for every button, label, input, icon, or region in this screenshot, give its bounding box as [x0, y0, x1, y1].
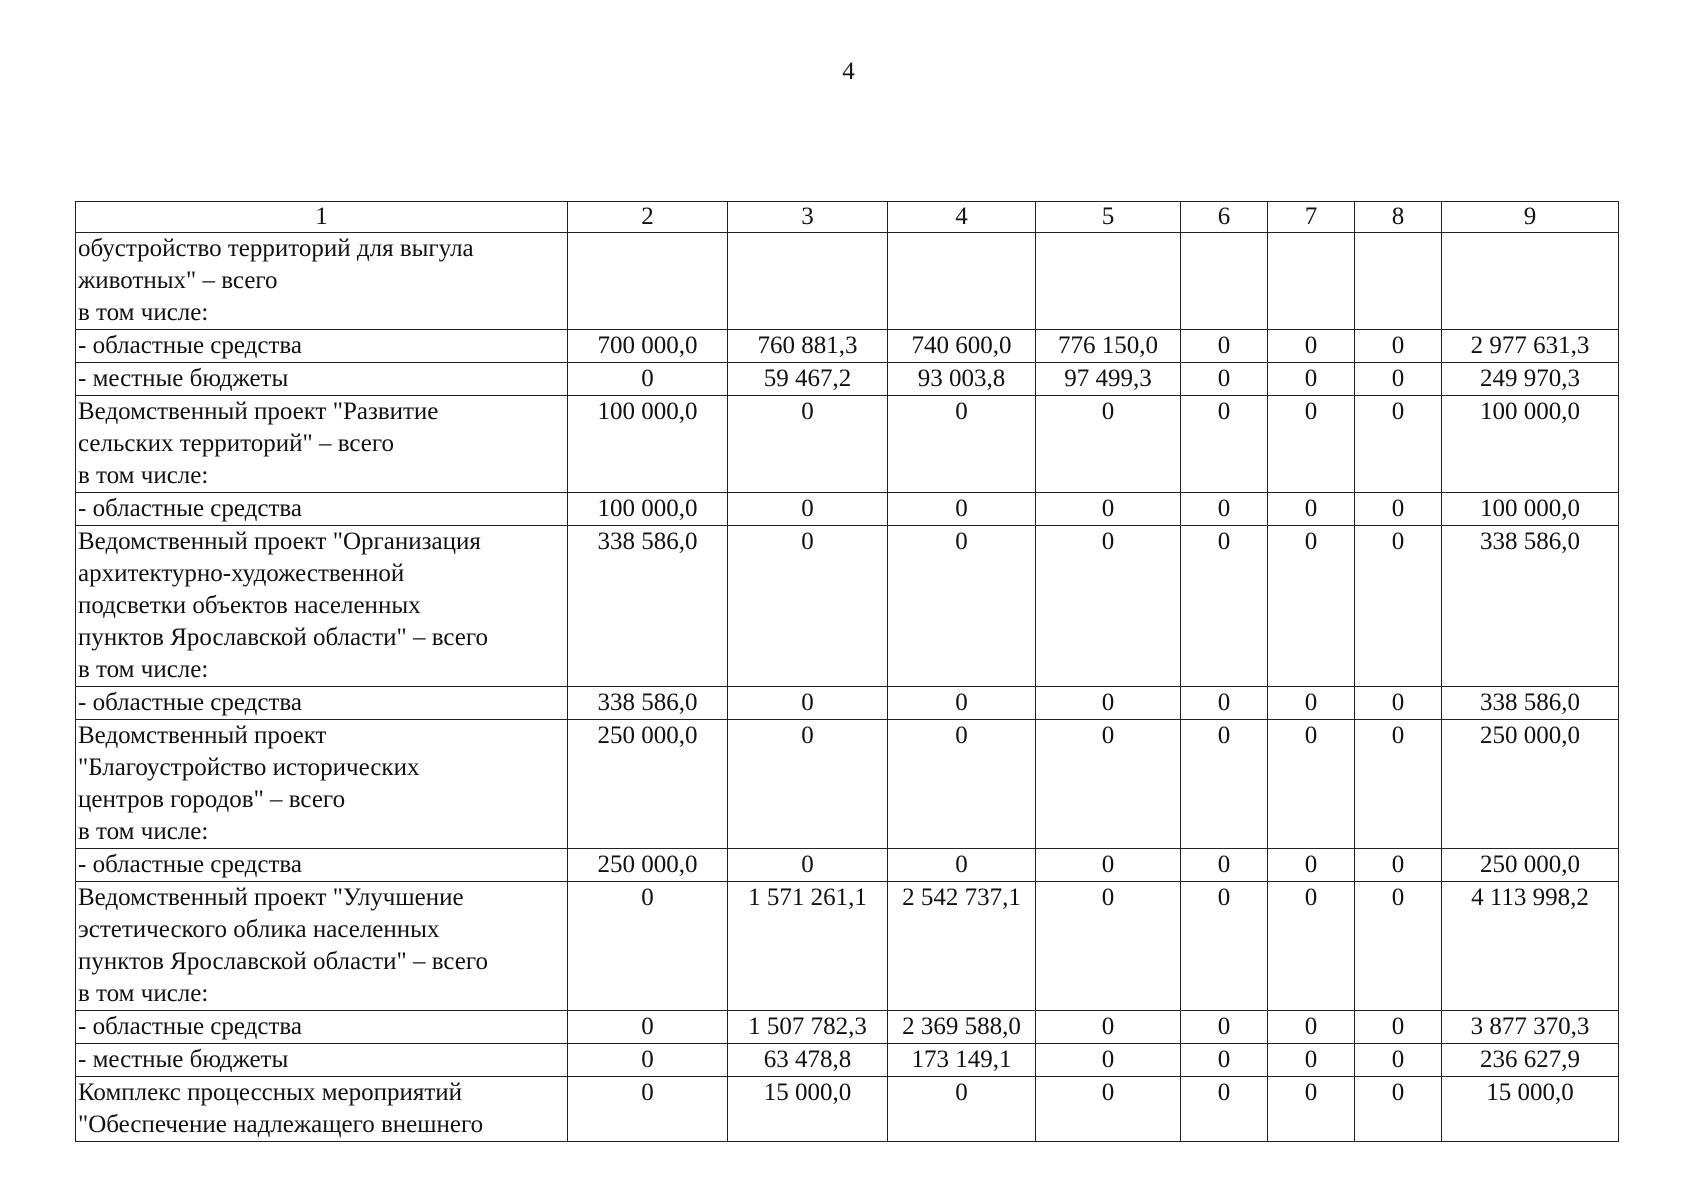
cell-col-2: 700 000,0 — [568, 330, 728, 363]
cell-col-5: 0 — [1036, 396, 1181, 493]
cell-col-6: 0 — [1181, 1011, 1268, 1044]
cell-col-2: 100 000,0 — [568, 493, 728, 526]
cell-col-2: 100 000,0 — [568, 396, 728, 493]
cell-col-6 — [1181, 233, 1268, 330]
cell-col-7: 0 — [1268, 330, 1355, 363]
cell-col-4: 173 149,1 — [888, 1044, 1036, 1077]
cell-col-4: 0 — [888, 720, 1036, 849]
cell-col-8: 0 — [1355, 1077, 1442, 1142]
cell-col-3: 59 467,2 — [728, 363, 888, 396]
cell-col-7: 0 — [1268, 396, 1355, 493]
table-row — [76, 396, 1619, 493]
cell-col-8: 0 — [1355, 363, 1442, 396]
cell-col-9: 236 627,9 — [1442, 1044, 1619, 1077]
cell-col-8: 0 — [1355, 882, 1442, 1011]
cell-col-3: 63 478,8 — [728, 1044, 888, 1077]
cell-col-4: 0 — [888, 526, 1036, 687]
row-label: Ведомственный проект "Улучшение эстетического облика населенных пунктов Ярославской области" – всего в том числе: — [76, 882, 568, 1011]
cell-col-7 — [1268, 233, 1355, 330]
cell-col-4: 93 003,8 — [888, 363, 1036, 396]
cell-col-5: 0 — [1036, 1011, 1181, 1044]
cell-col-9: 15 000,0 — [1442, 1077, 1619, 1142]
cell-col-4: 0 — [888, 849, 1036, 882]
row-label: - местные бюджеты — [76, 1044, 568, 1077]
cell-col-3: 0 — [728, 720, 888, 849]
row-label: Ведомственный проект "Организация архитектурно-художественной подсветки объектов населенных пунктов Ярославской области" – всего в том числе: — [76, 526, 568, 687]
cell-col-5: 0 — [1036, 720, 1181, 849]
cell-col-6: 0 — [1181, 882, 1268, 1011]
cell-col-6: 0 — [1181, 849, 1268, 882]
cell-col-4 — [888, 233, 1036, 330]
cell-col-6: 0 — [1181, 687, 1268, 720]
cell-col-6: 0 — [1181, 396, 1268, 493]
cell-col-5: 0 — [1036, 882, 1181, 1011]
cell-col-6: 0 — [1181, 363, 1268, 396]
table-body — [76, 233, 1619, 1142]
row-label: - областные средства — [76, 493, 568, 526]
cell-col-8: 0 — [1355, 1044, 1442, 1077]
cell-col-3: 760 881,3 — [728, 330, 888, 363]
row-label: - областные средства — [76, 330, 568, 363]
cell-col-3: 0 — [728, 849, 888, 882]
table-row — [76, 882, 1619, 1011]
cell-col-9: 249 970,3 — [1442, 363, 1619, 396]
cell-col-3: 1 571 261,1 — [728, 882, 888, 1011]
cell-col-8: 0 — [1355, 396, 1442, 493]
cell-col-4: 0 — [888, 687, 1036, 720]
col-header-2: 2 — [568, 202, 728, 233]
budget-table — [75, 201, 1619, 1142]
table-row — [76, 330, 1619, 363]
cell-col-9: 100 000,0 — [1442, 493, 1619, 526]
cell-col-3: 0 — [728, 396, 888, 493]
cell-col-4: 740 600,0 — [888, 330, 1036, 363]
table-row — [76, 363, 1619, 396]
col-header-3: 3 — [728, 202, 888, 233]
cell-col-7: 0 — [1268, 363, 1355, 396]
col-header-7: 7 — [1268, 202, 1355, 233]
cell-col-2 — [568, 233, 728, 330]
cell-col-8: 0 — [1355, 493, 1442, 526]
cell-col-8: 0 — [1355, 687, 1442, 720]
row-label: - областные средства — [76, 849, 568, 882]
cell-col-4: 2 369 588,0 — [888, 1011, 1036, 1044]
cell-col-7: 0 — [1268, 526, 1355, 687]
cell-col-9 — [1442, 233, 1619, 330]
cell-col-6: 0 — [1181, 493, 1268, 526]
cell-col-5: 0 — [1036, 493, 1181, 526]
table-row — [76, 1077, 1619, 1142]
cell-col-4: 0 — [888, 493, 1036, 526]
cell-col-5: 0 — [1036, 1077, 1181, 1142]
row-label: обустройство территорий для выгула животных" – всего в том числе: — [76, 233, 568, 330]
cell-col-6: 0 — [1181, 330, 1268, 363]
cell-col-3: 1 507 782,3 — [728, 1011, 888, 1044]
cell-col-7: 0 — [1268, 882, 1355, 1011]
cell-col-9: 3 877 370,3 — [1442, 1011, 1619, 1044]
table-row — [76, 526, 1619, 687]
cell-col-9: 100 000,0 — [1442, 396, 1619, 493]
row-label: - областные средства — [76, 1011, 568, 1044]
cell-col-7: 0 — [1268, 1011, 1355, 1044]
cell-col-4: 0 — [888, 396, 1036, 493]
row-label: - местные бюджеты — [76, 363, 568, 396]
cell-col-2: 250 000,0 — [568, 720, 728, 849]
cell-col-6: 0 — [1181, 1077, 1268, 1142]
cell-col-9: 4 113 998,2 — [1442, 882, 1619, 1011]
cell-col-2: 250 000,0 — [568, 849, 728, 882]
col-header-1: 1 — [76, 202, 568, 233]
cell-col-2: 0 — [568, 882, 728, 1011]
table-row — [76, 687, 1619, 720]
cell-col-4: 2 542 737,1 — [888, 882, 1036, 1011]
cell-col-7: 0 — [1268, 687, 1355, 720]
col-header-8: 8 — [1355, 202, 1442, 233]
cell-col-3: 0 — [728, 526, 888, 687]
cell-col-9: 338 586,0 — [1442, 687, 1619, 720]
cell-col-5: 0 — [1036, 849, 1181, 882]
row-label: Комплекс процессных мероприятий "Обеспечение надлежащего внешнего — [76, 1077, 568, 1142]
cell-col-8: 0 — [1355, 1011, 1442, 1044]
cell-col-5: 97 499,3 — [1036, 363, 1181, 396]
header-row — [76, 202, 1619, 233]
table-row — [76, 849, 1619, 882]
cell-col-5: 0 — [1036, 1044, 1181, 1077]
cell-col-3 — [728, 233, 888, 330]
cell-col-7: 0 — [1268, 1044, 1355, 1077]
cell-col-9: 2 977 631,3 — [1442, 330, 1619, 363]
cell-col-3: 15 000,0 — [728, 1077, 888, 1142]
table-row — [76, 493, 1619, 526]
table-row — [76, 1044, 1619, 1077]
cell-col-8 — [1355, 233, 1442, 330]
cell-col-8: 0 — [1355, 720, 1442, 849]
cell-col-3: 0 — [728, 687, 888, 720]
cell-col-9: 338 586,0 — [1442, 526, 1619, 687]
cell-col-2: 0 — [568, 363, 728, 396]
cell-col-6: 0 — [1181, 526, 1268, 687]
cell-col-6: 0 — [1181, 720, 1268, 849]
cell-col-2: 0 — [568, 1077, 728, 1142]
col-header-6: 6 — [1181, 202, 1268, 233]
col-header-9: 9 — [1442, 202, 1619, 233]
cell-col-4: 0 — [888, 1077, 1036, 1142]
cell-col-7: 0 — [1268, 720, 1355, 849]
cell-col-5: 776 150,0 — [1036, 330, 1181, 363]
cell-col-3: 0 — [728, 493, 888, 526]
cell-col-8: 0 — [1355, 330, 1442, 363]
row-label: - областные средства — [76, 687, 568, 720]
table-row — [76, 233, 1619, 330]
cell-col-8: 0 — [1355, 849, 1442, 882]
col-header-4: 4 — [888, 202, 1036, 233]
cell-col-7: 0 — [1268, 849, 1355, 882]
cell-col-2: 338 586,0 — [568, 526, 728, 687]
col-header-5: 5 — [1036, 202, 1181, 233]
table-row — [76, 720, 1619, 849]
cell-col-2: 0 — [568, 1011, 728, 1044]
cell-col-9: 250 000,0 — [1442, 720, 1619, 849]
cell-col-6: 0 — [1181, 1044, 1268, 1077]
table-row — [76, 1011, 1619, 1044]
cell-col-2: 338 586,0 — [568, 687, 728, 720]
cell-col-7: 0 — [1268, 1077, 1355, 1142]
page-number: 4 — [842, 58, 855, 85]
cell-col-8: 0 — [1355, 526, 1442, 687]
cell-col-5: 0 — [1036, 687, 1181, 720]
row-label: Ведомственный проект "Развитие сельских территорий" – всего в том числе: — [76, 396, 568, 493]
cell-col-5 — [1036, 233, 1181, 330]
cell-col-2: 0 — [568, 1044, 728, 1077]
row-label: Ведомственный проект "Благоустройство исторических центров городов" – всего в том числе: — [76, 720, 568, 849]
cell-col-7: 0 — [1268, 493, 1355, 526]
cell-col-9: 250 000,0 — [1442, 849, 1619, 882]
cell-col-5: 0 — [1036, 526, 1181, 687]
